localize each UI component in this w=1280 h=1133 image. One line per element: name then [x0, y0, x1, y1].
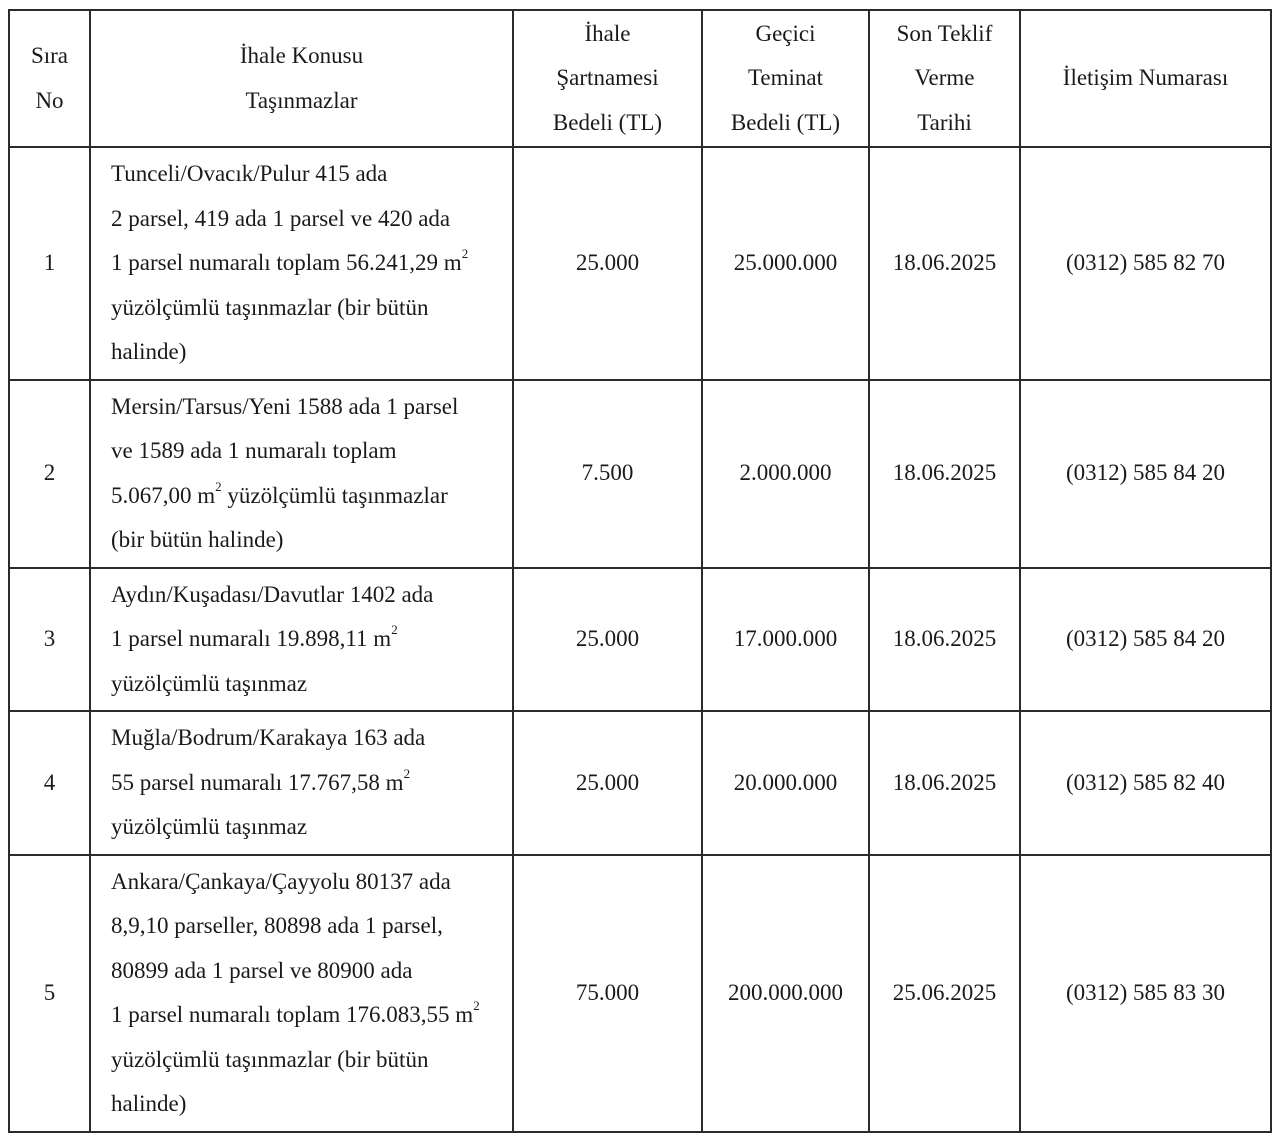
row-iletisim-numarasi: (0312) 585 82 40 [1020, 711, 1271, 855]
header-text: Şartnamesi [556, 65, 659, 91]
header-text: Taşınmazlar [245, 87, 358, 113]
subject-line: 80899 ada 1 parsel ve 80900 ada [111, 957, 413, 983]
table-row [9, 380, 1271, 568]
table-row [9, 568, 1271, 712]
subject-text: yüzölçümlü taşınmazlar [221, 482, 448, 508]
header-sira-no [9, 10, 90, 147]
header-text: Tarihi [917, 109, 972, 135]
header-row [9, 10, 1271, 147]
row-no: 4 [9, 711, 90, 855]
header-text: Bedeli (TL) [730, 109, 841, 135]
superscript-two: 2 [403, 765, 411, 781]
row-son-teklif-tarihi: 18.06.2025 [869, 711, 1020, 855]
subject-line: Aydın/Kuşadası/Davutlar 1402 ada [111, 581, 434, 607]
header-son-teklif-tarihi [869, 10, 1020, 147]
row-sartname-bedeli: 25.000 [513, 711, 702, 855]
header-text: Sıra [30, 43, 69, 68]
superscript-two: 2 [473, 998, 480, 1014]
subject-line: yüzölçümlü taşınmazlar (bir bütün [111, 294, 429, 320]
subject-line [111, 761, 502, 806]
row-son-teklif-tarihi: 18.06.2025 [869, 380, 1020, 568]
row-gecici-teminat: 20.000.000 [702, 711, 869, 855]
header-text: Son Teklif [896, 20, 993, 46]
row-sartname-bedeli: 7.500 [513, 380, 702, 568]
row-subject [90, 855, 513, 1132]
subject-line: 8,9,10 parseller, 80898 ada 1 parsel, [111, 913, 443, 938]
header-text: No [35, 87, 64, 113]
subject-line [111, 474, 502, 519]
subject-line: yüzölçümlü taşınmaz [111, 814, 308, 839]
row-son-teklif-tarihi: 25.06.2025 [869, 855, 1020, 1132]
row-son-teklif-tarihi: 18.06.2025 [869, 568, 1020, 712]
row-no: 2 [9, 380, 90, 568]
row-gecici-teminat: 25.000.000 [702, 147, 869, 380]
header-text: İhale Konusu [239, 43, 364, 68]
row-iletisim-numarasi: (0312) 585 84 20 [1020, 380, 1271, 568]
tender-table [8, 9, 1272, 1133]
subject-line: ve 1589 ada 1 numaralı toplam [111, 438, 397, 463]
table-row [9, 147, 1271, 380]
subject-line: yüzölçümlü taşınmazlar (bir bütün [111, 1046, 429, 1072]
subject-text: 1 parsel numaralı toplam 56.241,29 m [111, 250, 462, 275]
subject-line [111, 993, 502, 1038]
header-text: İletişim Numarası [1062, 65, 1229, 91]
header-text: Teminat [747, 65, 824, 91]
table-row [9, 855, 1271, 1132]
superscript-two: 2 [461, 246, 469, 262]
header-gecici-teminat [702, 10, 869, 147]
header-iletisim-numarasi [1020, 10, 1271, 147]
subject-line: Tunceli/Ovacık/Pulur 415 ada [111, 161, 388, 186]
subject-line: halinde) [111, 1091, 187, 1116]
subject-line: Mersin/Tarsus/Yeni 1588 ada 1 parsel [111, 393, 459, 419]
row-subject [90, 380, 513, 568]
header-text: İhale [584, 20, 631, 46]
subject-line: yüzölçümlü taşınmaz [111, 670, 308, 696]
subject-line: Muğla/Bodrum/Karakaya 163 ada [111, 725, 426, 750]
subject-line: halinde) [111, 339, 187, 364]
subject-text: 55 parsel numaralı 17.767,58 m [111, 769, 404, 795]
subject-line [111, 617, 502, 662]
row-gecici-teminat: 17.000.000 [702, 568, 869, 712]
row-subject [90, 147, 513, 380]
subject-line: Ankara/Çankaya/Çayyolu 80137 ada [111, 868, 451, 894]
row-sartname-bedeli: 75.000 [513, 855, 702, 1132]
row-subject [90, 568, 513, 712]
row-gecici-teminat: 200.000.000 [702, 855, 869, 1132]
row-iletisim-numarasi: (0312) 585 84 20 [1020, 568, 1271, 712]
subject-text: 1 parsel numaralı 19.898,11 m [111, 626, 392, 651]
row-no: 1 [9, 147, 90, 380]
header-sartname-bedeli [513, 10, 702, 147]
subject-text: 5.067,00 m [111, 482, 216, 508]
row-no: 3 [9, 568, 90, 712]
subject-line: 2 parsel, 419 ada 1 parsel ve 420 ada [111, 205, 451, 231]
header-ihale-konusu [90, 10, 513, 147]
row-gecici-teminat: 2.000.000 [702, 380, 869, 568]
subject-text: 1 parsel numaralı toplam 176.083,55 m [111, 1002, 474, 1027]
header-text: Geçici [755, 20, 816, 46]
superscript-two: 2 [215, 478, 222, 494]
header-text: Verme [914, 65, 975, 91]
superscript-two: 2 [391, 622, 398, 638]
row-sartname-bedeli: 25.000 [513, 568, 702, 712]
row-iletisim-numarasi: (0312) 585 82 70 [1020, 147, 1271, 380]
row-no: 5 [9, 855, 90, 1132]
subject-line: (bir bütün halinde) [111, 527, 284, 552]
row-son-teklif-tarihi: 18.06.2025 [869, 147, 1020, 380]
header-text: Bedeli (TL) [552, 109, 663, 135]
row-iletisim-numarasi: (0312) 585 83 30 [1020, 855, 1271, 1132]
subject-line [111, 241, 502, 286]
row-sartname-bedeli: 25.000 [513, 147, 702, 380]
row-subject [90, 711, 513, 855]
table-row [9, 711, 1271, 855]
